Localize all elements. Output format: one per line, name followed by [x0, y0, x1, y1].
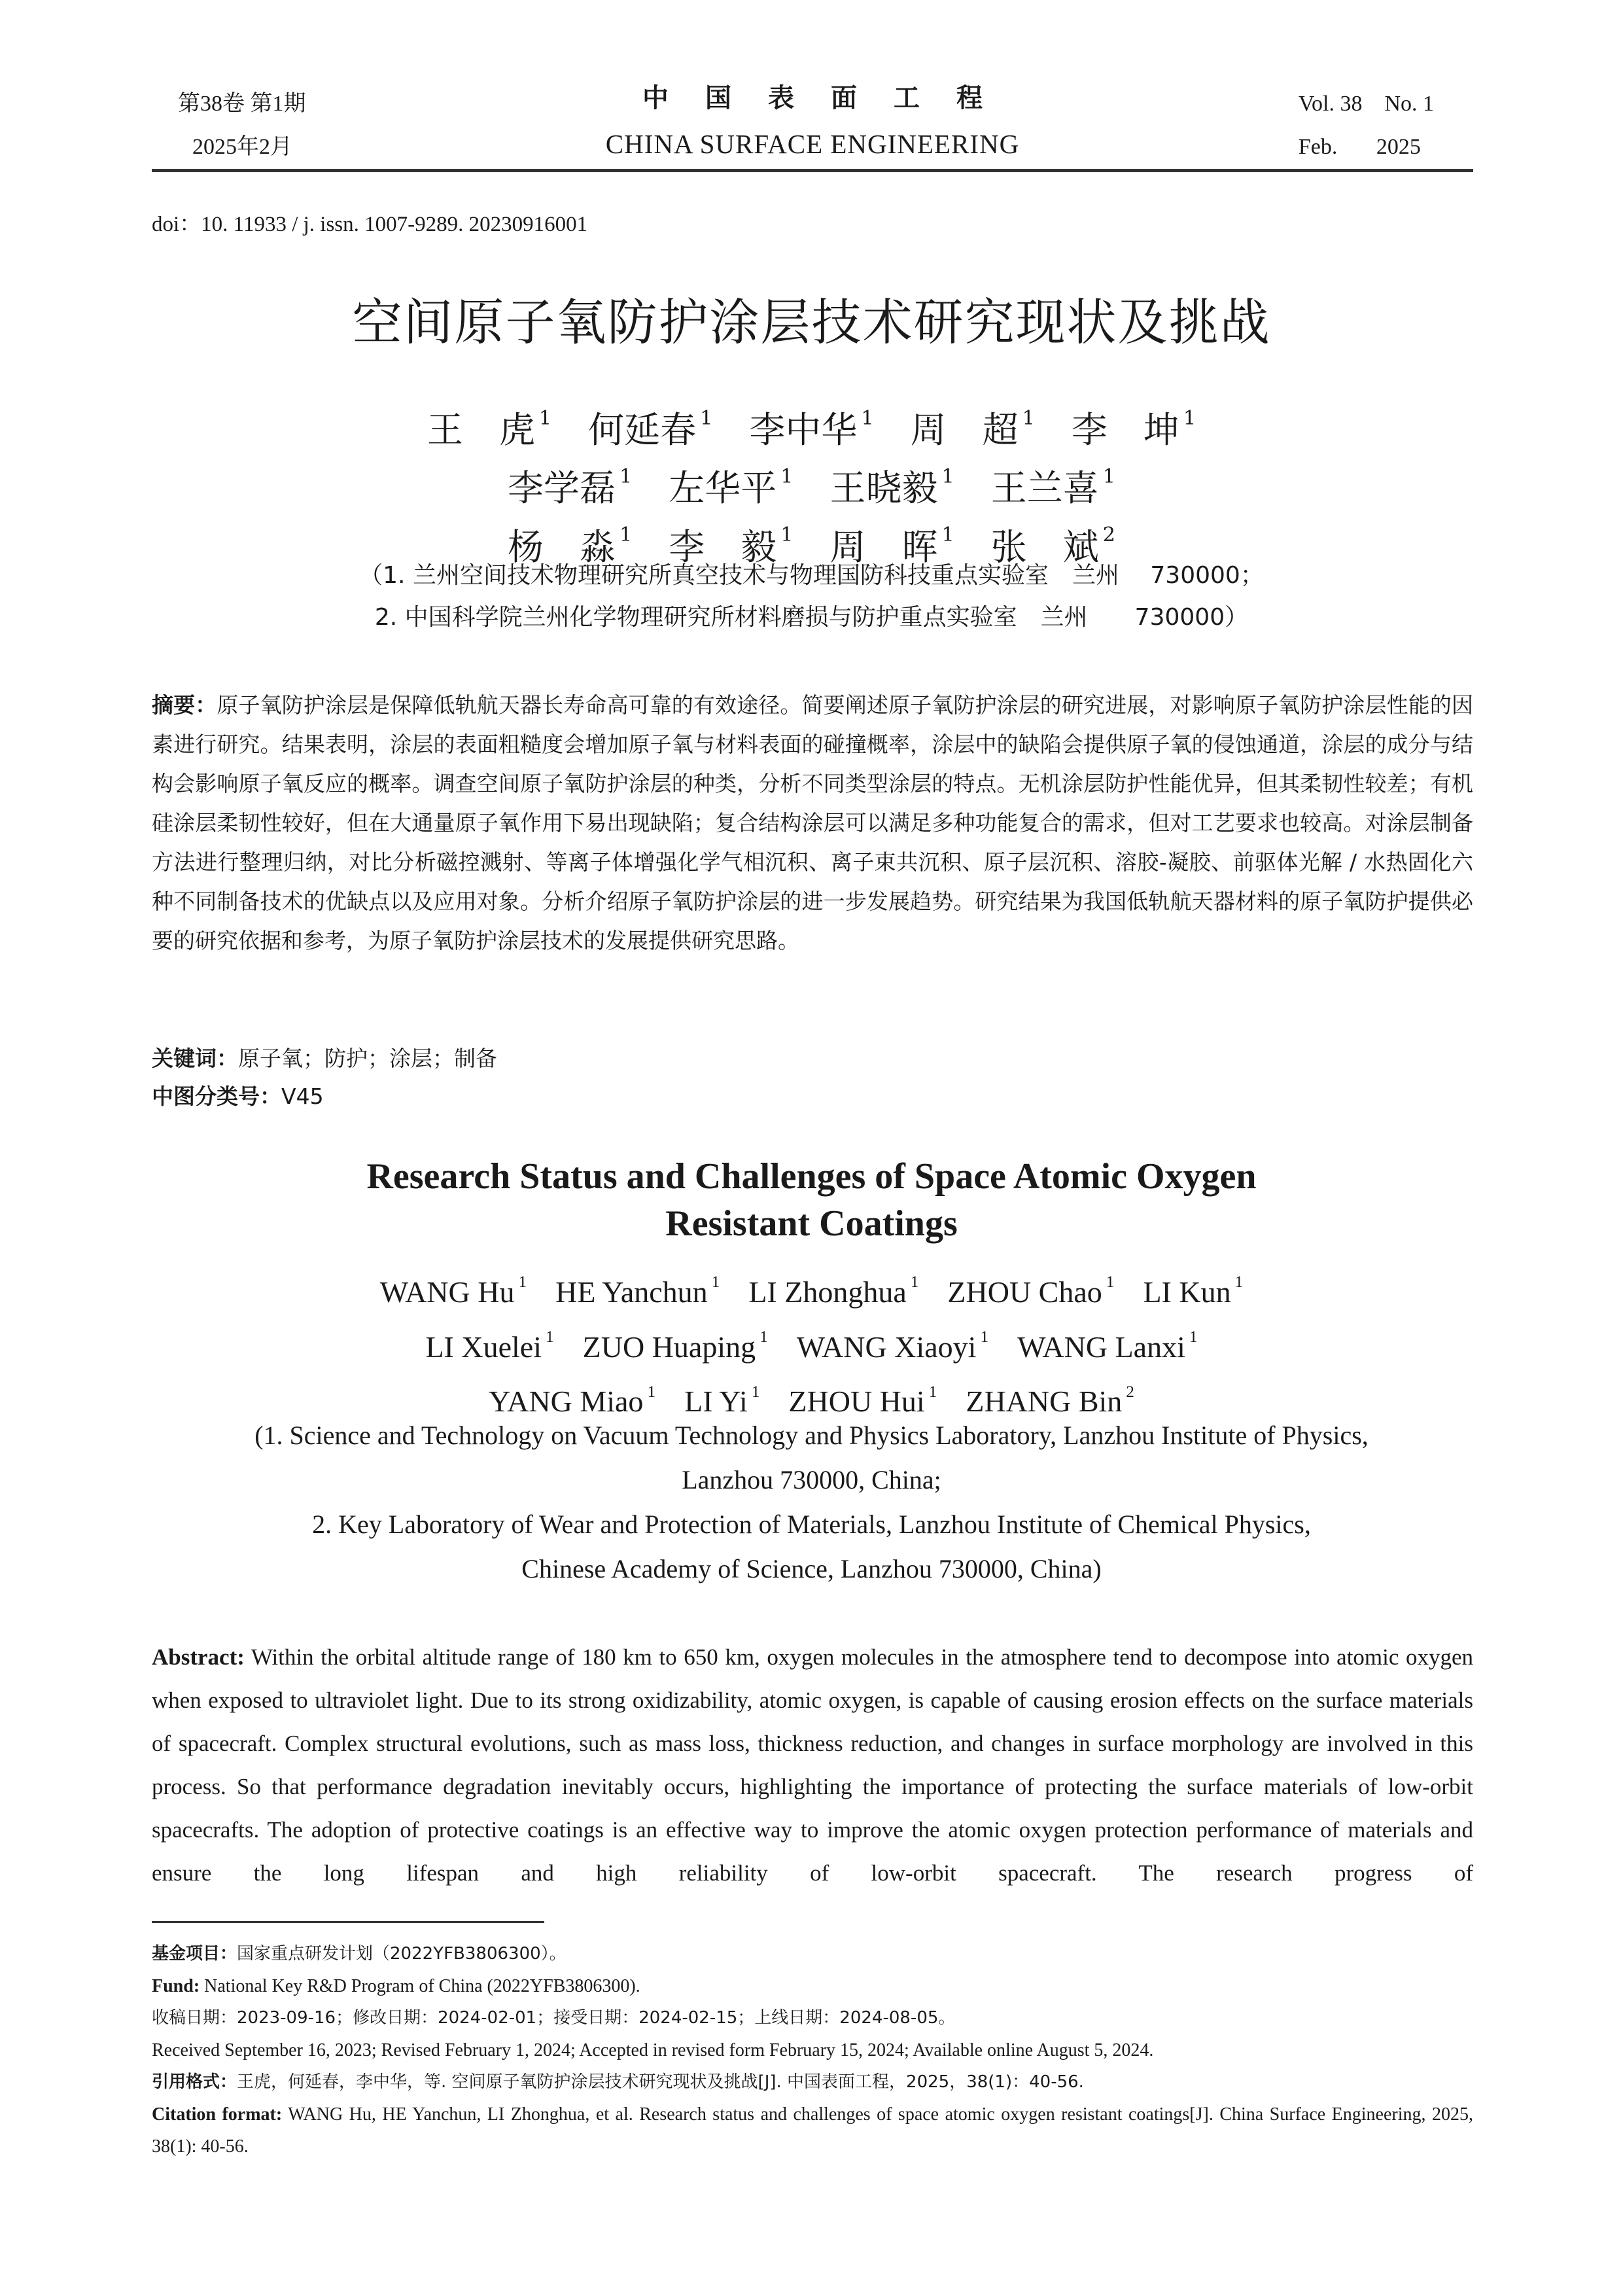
authors-en-author-affiliation-mark: 2 — [1126, 1382, 1134, 1401]
affiliation-cn-2: 2. 中国科学院兰州化学物理研究所材料磨损与防护重点实验室 兰州 730000） — [374, 604, 1249, 631]
authors-cn-author-name: 王晓毅 — [829, 467, 938, 510]
authors-cn-author-name: 李 毅 — [669, 525, 777, 568]
authors-cn-author-name: 周 晖 — [829, 525, 938, 568]
authors-cn-author — [427, 409, 551, 451]
citation-en-label: Citation format: — [152, 2104, 283, 2125]
authors-en-author — [947, 1275, 1114, 1309]
authors-cn-author-name: 王 虎 — [427, 409, 535, 451]
dates-cn: 收稿日期：2023-09-16；修改日期：2024-02-01；接受日期：2024-02-15；上线日期：2024-08-05。 — [152, 2008, 956, 2028]
authors-en-author-affiliation-mark: 1 — [751, 1382, 760, 1401]
keywords-cn — [152, 1042, 497, 1072]
classification-text: V45 — [281, 1084, 324, 1109]
abstract-en-text: Within the orbital altitude range of 180 km to 650 km, oxygen molecules in the atmosphere tend to decompose into atomic oxygen when exposed to ultraviolet light. Due to its strong oxidizability, atomic oxygen, is capable of causing erosion effects on the surface materials of spacecraft. Complex structural evolutions, such as mass loss, thickness reduction, and changes in surface morphology are involved in this process. So that performance degradation inevitably occurs, highlighting the importance of protecting the surface materials of low-orbit spacecrafts. The adoption of protective coatings is an effective way to improve the atomic oxygen protection performance of materials and ensure the long lifespan and high reliability of low-orbit spacecraft. The research progress of — [152, 1644, 1474, 1886]
authors-en-author-affiliation-mark: 1 — [647, 1382, 656, 1401]
affiliation-en-1-cont: Lanzhou 730000, China; — [682, 1465, 941, 1494]
authors-cn-author-affiliation-mark: 1 — [941, 523, 954, 547]
date-en: Feb. 2025 — [1298, 135, 1421, 159]
authors-cn-author-affiliation-mark: 1 — [1102, 465, 1116, 489]
fund-cn — [152, 1938, 1473, 1970]
fund-cn-text: 国家重点研发计划（2022YFB3806300）。 — [237, 1944, 567, 1964]
authors-cn-author-affiliation-mark: 1 — [619, 465, 633, 489]
authors-cn-author-name: 李中华 — [749, 409, 858, 451]
authors-en-author — [1017, 1327, 1198, 1364]
authors-cn-author — [508, 467, 632, 509]
footnote-rule — [152, 1921, 544, 1923]
authors-cn-line — [0, 395, 1623, 453]
citation-cn-text: 王虎，何延春，李中华，等. 空间原子氧防护涂层技术研究现状及挑战[J]. 中国表面工程，2025，38(1)：40-56. — [237, 2072, 1084, 2092]
authors-cn-author-affiliation-mark: 1 — [941, 465, 954, 489]
fund-en — [152, 1970, 1473, 2002]
fund-en-text: National Key R&D Program of China (2022YFB3806300). — [204, 1976, 640, 1996]
fund-cn-label: 基金项目： — [152, 1944, 237, 1964]
affiliation-en-2-cont: Chinese Academy of Science, Lanzhou 730000, China) — [521, 1554, 1102, 1583]
authors-en-author-name: LI Kun — [1143, 1275, 1231, 1309]
affiliation-en-1: (1. Science and Technology on Vacuum Technology and Physics Laboratory, Lanzhou Institute of Physics, — [254, 1421, 1369, 1450]
authors-en-author-affiliation-mark: 1 — [759, 1327, 768, 1346]
journal-name-cn: 中国表面工程 — [642, 83, 1019, 113]
authors-cn-author-affiliation-mark: 1 — [538, 407, 552, 430]
authors-cn-author-affiliation-mark: 1 — [1183, 407, 1196, 430]
authors-cn-author — [911, 409, 1035, 451]
authors-en-author-affiliation-mark: 1 — [1106, 1273, 1115, 1291]
authors-cn-line — [0, 453, 1623, 512]
authors-cn — [0, 395, 1623, 571]
authors-en-author-name: WANG Lanxi — [1017, 1330, 1185, 1364]
authors-cn-author-name: 李 坤 — [1071, 409, 1179, 451]
authors-en-author — [748, 1275, 918, 1309]
abstract-en — [152, 1636, 1473, 1895]
authors-en-line — [0, 1260, 1623, 1315]
dates-en: Received September 16, 2023; Revised February 1, 2024; Accepted in revised form February 15, 2024; Available online August 5, 2024. — [152, 2040, 1154, 2060]
citation-en — [152, 2098, 1473, 2163]
affiliation-en-2: 2. Key Laboratory of Wear and Protection of Materials, Lanzhou Institute of Chemical Physics, — [312, 1510, 1311, 1539]
authors-cn-author-affiliation-mark: 1 — [780, 523, 794, 547]
title-en — [0, 1153, 1623, 1247]
authors-cn-author — [830, 467, 954, 509]
affiliations-en — [0, 1413, 1623, 1591]
authors-cn-author-affiliation-mark: 2 — [1102, 523, 1116, 547]
authors-cn-author-name: 左华平 — [669, 467, 777, 510]
authors-cn-author-name: 周 超 — [910, 409, 1019, 451]
title-cn: 空间原子氧防护涂层技术研究现状及挑战 — [352, 293, 1271, 351]
authors-en-author-affiliation-mark: 1 — [1234, 1273, 1244, 1291]
abstract-cn — [152, 686, 1473, 961]
journal-header — [152, 79, 1473, 177]
authors-en-author — [380, 1275, 527, 1309]
date-cn: 2025年2月 — [192, 135, 292, 159]
authors-en-author — [796, 1327, 989, 1364]
authors-en-author-affiliation-mark: 1 — [545, 1327, 554, 1346]
abstract-cn-text: 原子氧防护涂层是保障低轨航天器长寿命高可靠的有效途径。简要阐述原子氧防护涂层的研究进展，对影响原子氧防护涂层性能的因素进行研究。结果表明，涂层的表面粗糙度会增加原子氧与材料表面的碰撞概率，涂层中的缺陷会提供原子氧的侵蚀通道，涂层的成分与结构会影响原子氧反应的概率。调查空间原子氧防护涂层的种类，分析不同类型涂层的特点。无机涂层防护性能优异，但其柔韧性较差；有机硅涂层柔韧性较好，但在大通量原子氧作用下易出现缺陷；复合结构涂层可以满足多种功能复合的需求，但对工艺要求也较高。对涂层制备方法进行整理归纳，对比分析磁控溅射、等离子体增强化学气相沉积、离子束共沉积、原子层沉积、溶胶-凝胶、前驱体光解 / 水热固化六种不同制备技术的优缺点以及应用对象。分析介绍原子氧防护涂层的进一步发展趋势。研究结果为我国低轨航天器材料的原子氧防护提供必要的研究依据和参考，为原子氧防护涂层技术的发展提供研究思路。 — [152, 692, 1474, 953]
classification-cn — [152, 1080, 324, 1110]
authors-en-author — [582, 1327, 768, 1364]
keywords-label: 关键词： — [152, 1046, 238, 1071]
authors-cn-author-name: 张 斌 — [990, 525, 1099, 568]
authors-en — [0, 1260, 1623, 1424]
title-en-line-2: Resistant Coatings — [665, 1203, 958, 1244]
authors-cn-author-affiliation-mark: 1 — [1022, 407, 1035, 430]
authors-en-author-name: LI Yi — [684, 1385, 748, 1419]
authors-en-author-name: LI Xuelei — [425, 1330, 542, 1364]
authors-en-author-affiliation-mark: 1 — [1189, 1327, 1198, 1346]
authors-cn-author — [1072, 409, 1196, 451]
authors-en-author-affiliation-mark: 1 — [910, 1273, 919, 1291]
authors-en-author-affiliation-mark: 1 — [928, 1382, 937, 1401]
citation-cn-label: 引用格式： — [152, 2072, 237, 2092]
affiliations-cn — [0, 555, 1623, 639]
authors-cn-author-name: 何延春 — [588, 409, 697, 451]
keywords-text: 原子氧；防护；涂层；制备 — [238, 1046, 497, 1071]
volume-issue-cn: 第38卷 第1期 — [178, 92, 306, 116]
footnotes — [152, 1938, 1473, 2163]
authors-en-author-name: HE Yanchun — [555, 1275, 708, 1309]
title-en-line-1: Research Status and Challenges of Space Atomic Oxygen — [366, 1156, 1257, 1197]
citation-cn — [152, 2066, 1473, 2098]
classification-label: 中图分类号： — [152, 1084, 281, 1109]
authors-en-author-affiliation-mark: 1 — [711, 1273, 720, 1291]
header-rule — [152, 169, 1473, 172]
authors-en-author — [425, 1327, 554, 1364]
authors-en-author-name: ZHANG Bin — [966, 1385, 1123, 1419]
header-center — [152, 79, 1473, 170]
authors-en-author-name: ZHOU Hui — [788, 1385, 925, 1419]
journal-name-en: CHINA SURFACE ENGINEERING — [605, 129, 1020, 159]
doi: doi：10. 11933 / j. issn. 1007-9289. 20230916001 — [152, 213, 588, 236]
authors-en-author-name: WANG Xiaoyi — [796, 1330, 977, 1364]
authors-en-author-affiliation-mark: 1 — [980, 1327, 989, 1346]
authors-en-author-name: ZHOU Chao — [947, 1275, 1102, 1309]
abstract-en-label: Abstract: — [152, 1644, 245, 1670]
authors-cn-author-affiliation-mark: 1 — [700, 407, 713, 430]
authors-cn-author-name: 李学磊 — [507, 467, 616, 510]
authors-en-author-name: WANG Hu — [379, 1275, 515, 1309]
volume-issue-en: Vol. 38 No. 1 — [1298, 92, 1434, 116]
authors-cn-author — [588, 409, 712, 451]
authors-en-author-name: ZUO Huaping — [582, 1330, 756, 1364]
fund-en-label: Fund: — [152, 1976, 200, 1996]
authors-cn-author-name: 杨 淼 — [507, 525, 616, 568]
authors-cn-author-name: 王兰喜 — [990, 467, 1099, 510]
authors-cn-author-affiliation-mark: 1 — [780, 465, 794, 489]
authors-cn-author — [749, 409, 873, 451]
authors-cn-author-affiliation-mark: 1 — [619, 523, 633, 547]
authors-en-author — [1143, 1275, 1243, 1309]
authors-cn-author — [669, 467, 793, 509]
authors-cn-author-affiliation-mark: 1 — [861, 407, 874, 430]
affiliation-cn-1: （1. 兰州空间技术物理研究所真空技术与物理国防科技重点实验室 兰州 730000； — [359, 562, 1264, 589]
citation-en-text: WANG Hu, HE Yanchun, LI Zhonghua, et al. Research status and challenges of space atomic oxygen resistant coatings[J]. China Surface Engineering, 2025, 38(1): 40-56. — [152, 2104, 1473, 2157]
header-right — [1299, 82, 1434, 169]
authors-en-line — [0, 1315, 1623, 1369]
abstract-cn-label: 摘要： — [152, 692, 217, 718]
authors-en-author-name: YANG Miao — [489, 1385, 644, 1419]
authors-en-author — [555, 1275, 720, 1309]
authors-en-author-name: LI Zhonghua — [748, 1275, 907, 1309]
authors-en-author-affiliation-mark: 1 — [518, 1273, 527, 1291]
authors-cn-author — [991, 467, 1115, 509]
